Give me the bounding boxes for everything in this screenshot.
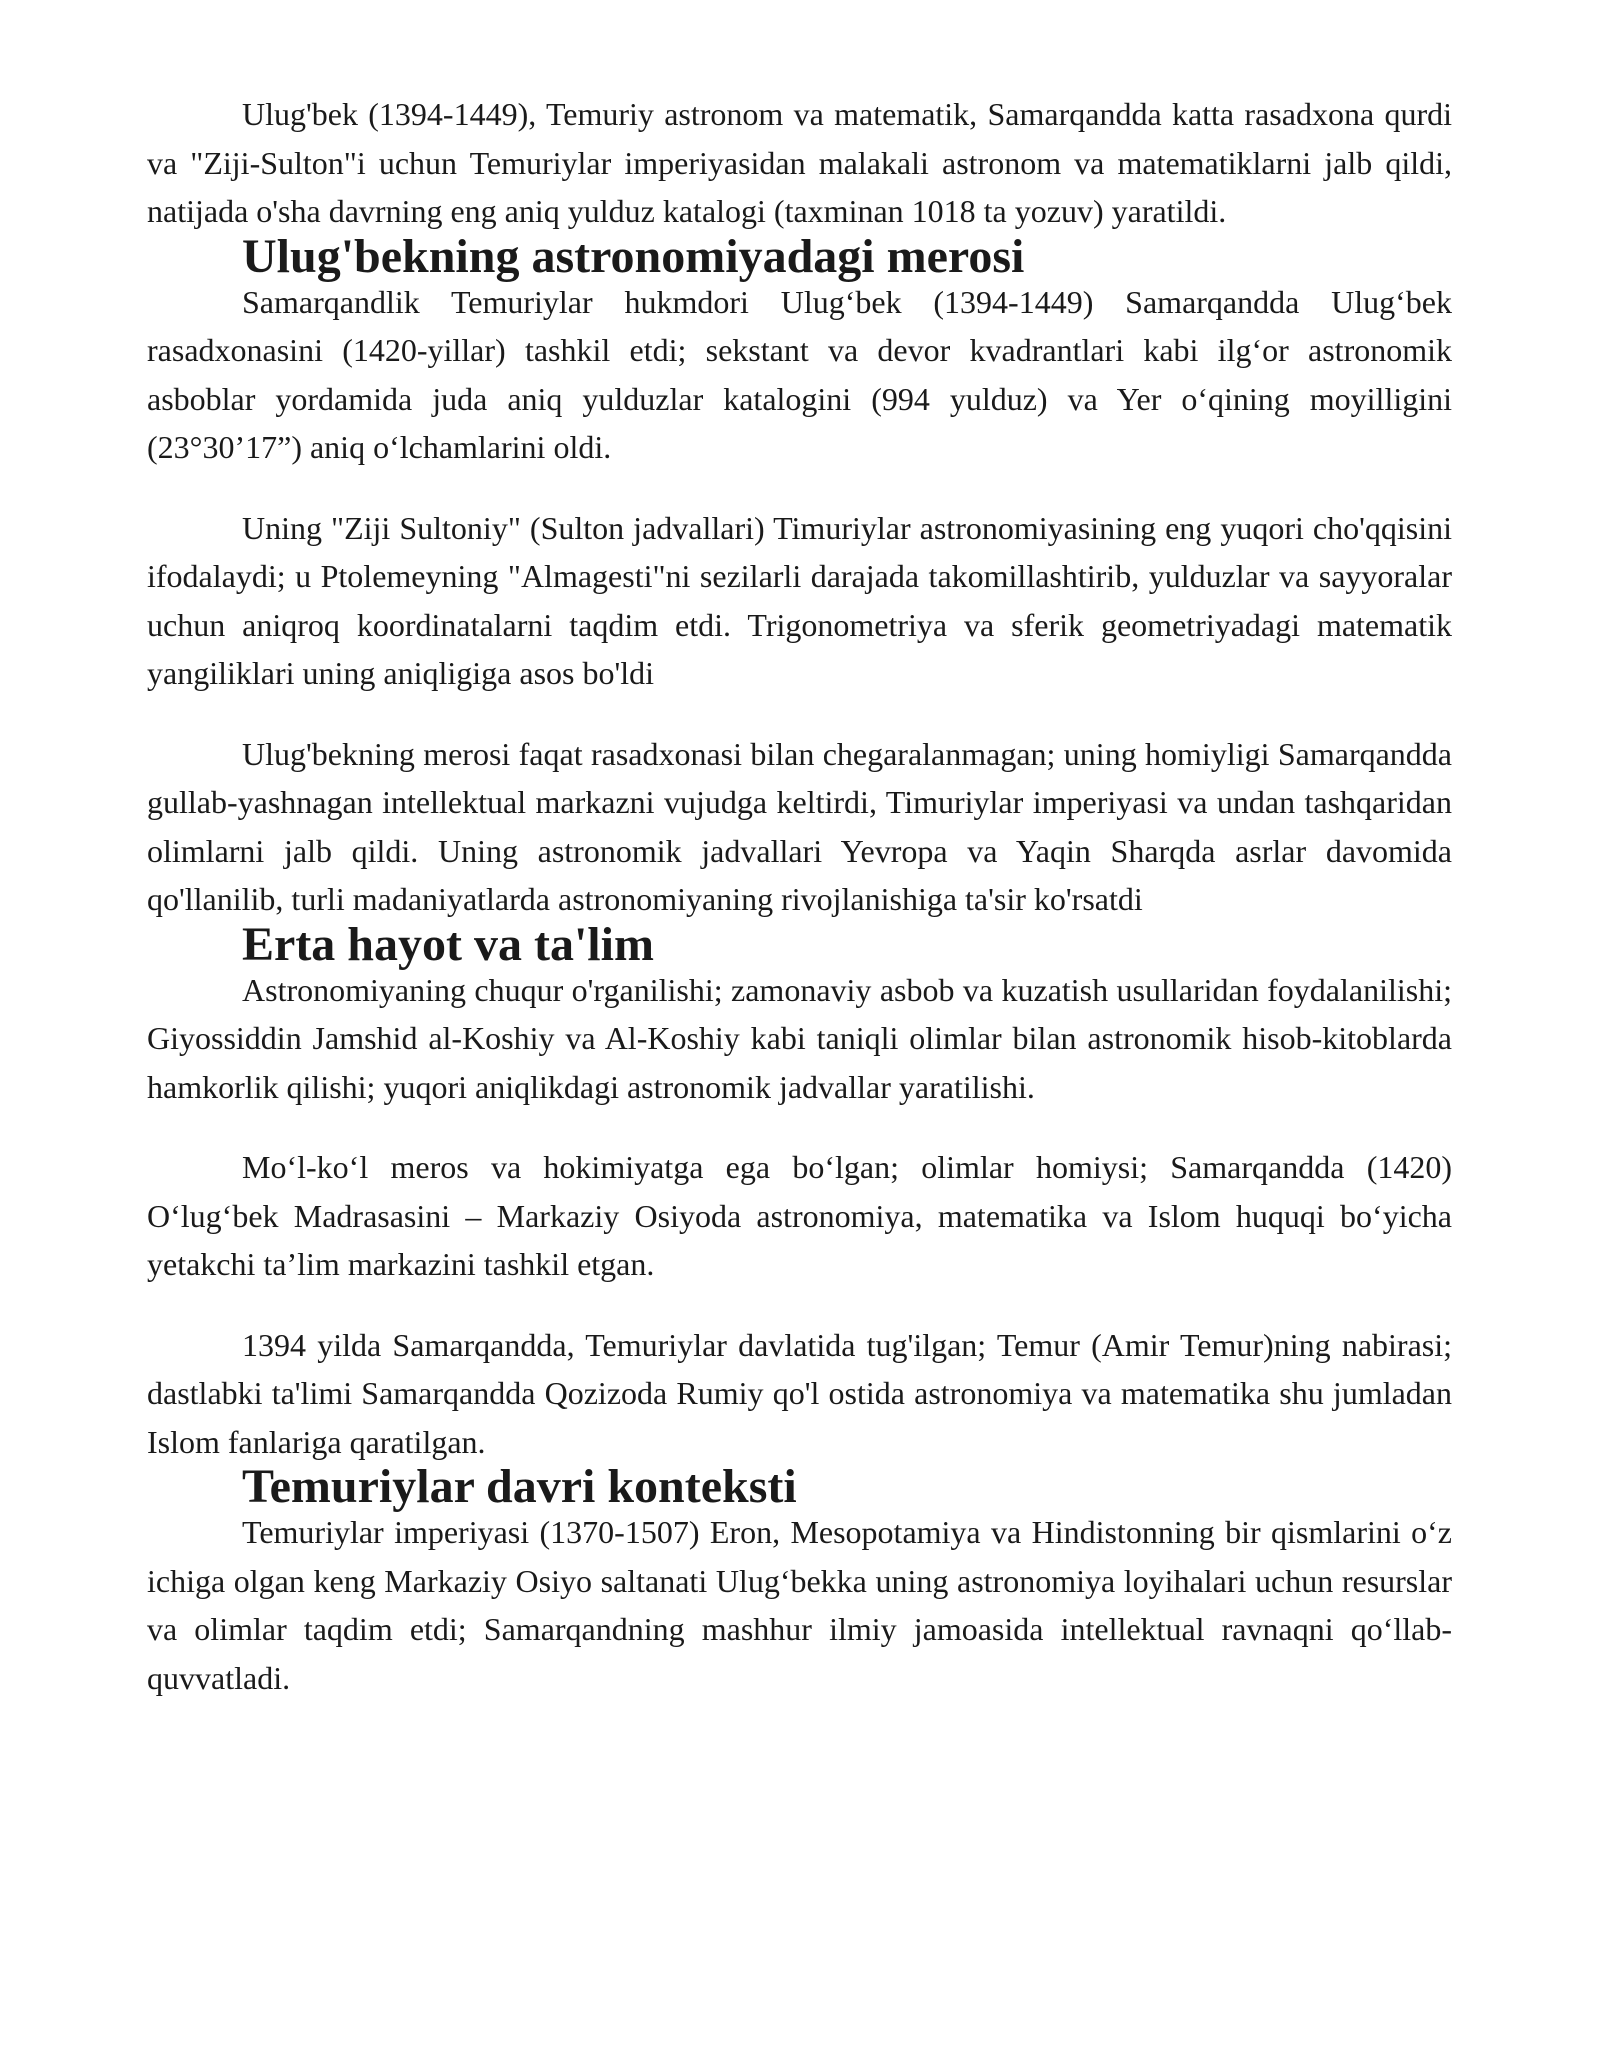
document-page <box>147 90 1452 1702</box>
early-life-paragraph-1: Astronomiyaning chuqur o'rganilishi; zamonaviy asbob va kuzatish usullaridan foydalanilishi; Giyossiddin Jamshid al-Koshiy va Al-Koshiy kabi taniqli olimlar bilan astronomik hisob-kitoblarda hamkorlik qilishi; yuqori aniqlikdagi astronomik jadvallar yaratilishi. <box>147 971 1452 1105</box>
legacy-paragraph-3: Ulug'bekning merosi faqat rasadxonasi bilan chegaralanmagan; uning homiyligi Samarqandda gullab-yashnagan intellektual markazni vujudga keltirdi, Timuriylar imperiyasi va undan tashqaridan olimlarni jalb qildi. Uning astronomik jadvallari Yevropa va Yaqin Sharqda asrlar davomida qo'llanilib, turli madaniyatlarda astronomiyaning rivojlanishiga ta'sir ko'rsatdi <box>147 735 1452 917</box>
intro-paragraph: Ulug'bek (1394-1449), Temuriy astronom va matematik, Samarqandda katta rasadxona qurdi va "Ziji-Sulton"i uchun Temuriylar imperiyasidan malakali astronom va matematiklarni jalb qildi, natijada o'sha davrning eng aniq yulduz katalogi (taxminan 1018 ta yozuv) yaratildi. <box>147 96 1452 229</box>
legacy-paragraph-1: Samarqandlik Temuriylar hukmdori Ulug‘bek (1394-1449) Samarqandda Ulug‘bek rasadxonasini (1420-yillar) tashkil etdi; sekstant va devor kvadrantlari kabi ilg‘or astronomik asboblar yordamida juda aniq yulduzlar katalogini (994 yulduz) va Yer o‘qining moyilligini (23°30’17”) aniq o‘lchamlarini oldi. <box>147 283 1452 465</box>
early-life-paragraph-2: Mo‘l-ko‘l meros va hokimiyatga ega bo‘lgan; olimlar homiysi; Samarqandda (1420) O‘lug‘bek Madrasasini – Markaziy Osiyoda astronomiya, matematika va Islom huquqi bo‘yicha yetakchi ta’lim markazini tashkil etgan. <box>147 1149 1452 1282</box>
timurid-context-paragraph: Temuriylar imperiyasi (1370-1507) Eron, Mesopotamiya va Hindistonning bir qismlarini o‘z ichiga olgan keng Markaziy Osiyo saltanati Ulug‘bekka uning astronomiya loyihalari uchun resurslar va olimlar taqdim etdi; Samarqandning mashhur ilmiy jamoasida intellektual ravnaqni qo‘llab-quvvatladi. <box>147 1514 1452 1696</box>
section-heading-timurid-context: Temuriylar davri konteksti <box>242 1460 797 1513</box>
early-life-paragraph-3: 1394 yilda Samarqandda, Temuriylar davlatida tug'ilgan; Temur (Amir Temur)ning nabirasi; dastlabki ta'limi Samarqandda Qozizoda Rumiy qo'l ostida astronomiya va matematika shu jumladan Islom fanlariga qaratilgan. <box>147 1326 1452 1460</box>
section-heading-early-life: Erta hayot va ta'lim <box>242 917 654 971</box>
section-heading-legacy: Ulug'bekning astronomiyadagi merosi <box>242 229 1025 283</box>
legacy-paragraph-2: Uning "Ziji Sultoniy" (Sulton jadvallari) Timuriylar astronomiyasining eng yuqori cho'qqisini ifodalaydi; u Ptolemeyning "Almagesti"ni sezilarli darajada takomillashtirib, yulduzlar va sayyoralar uchun aniqroq koordinatalarni taqdim etdi. Trigonometriya va sferik geometriyadagi matematik yangiliklari uning aniqligiga asos bo'ldi <box>147 509 1452 691</box>
